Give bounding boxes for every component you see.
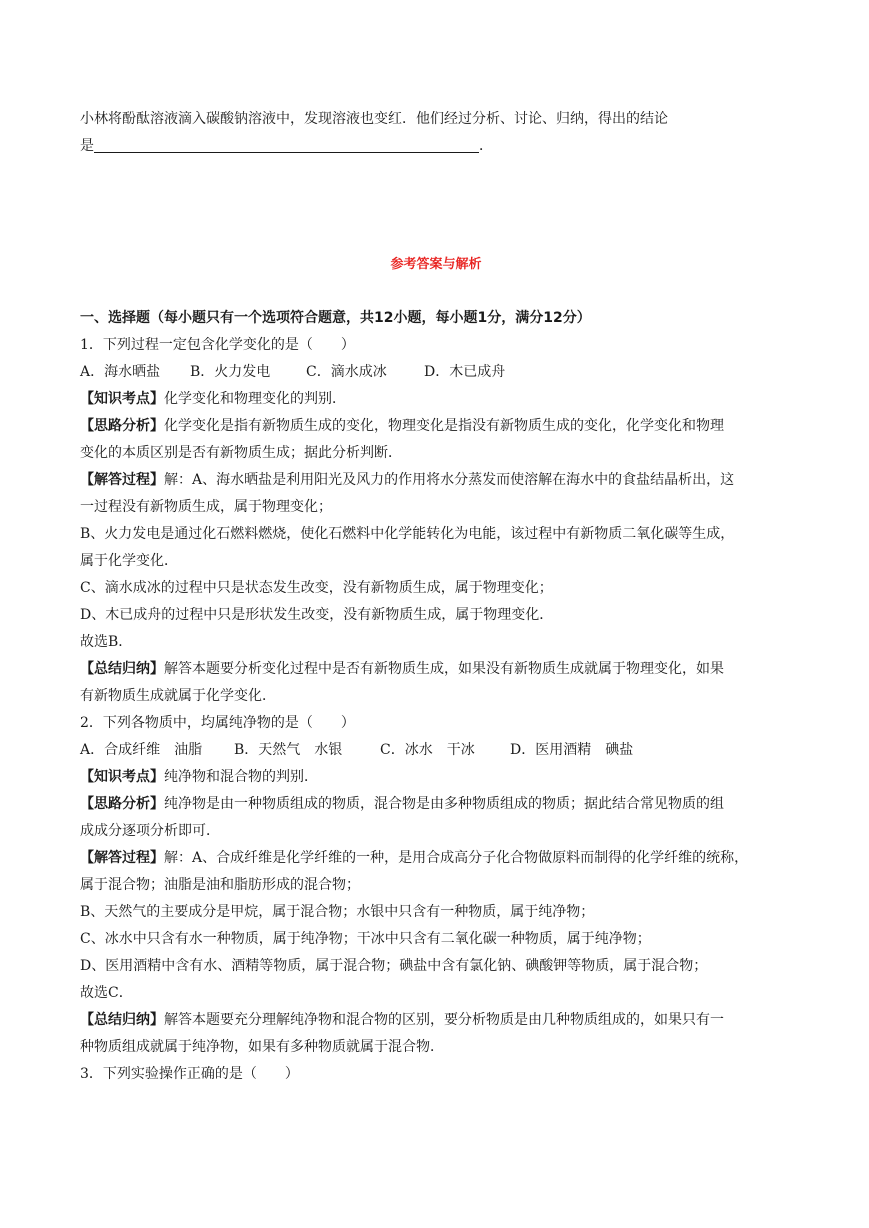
section-heading: 一、选择题（每小题只有一个选项符合题意，共12小题，每小题1分，满分12分） (80, 310, 591, 326)
q1-solution-line-4: 属于化学变化． (80, 553, 178, 569)
answers-title: 参考答案与解析 (390, 257, 482, 272)
q1-knowledge (80, 386, 792, 413)
document-content (80, 106, 792, 1088)
q1-summary-tag: 【总结归纳】 (80, 661, 164, 677)
q2-analysis-tag: 【思路分析】 (80, 796, 164, 812)
answer-blank (94, 136, 479, 153)
q1-solution-text-1: 解：A、海水晒盐是利用阳光及风力的作用将水分蒸发而使溶解在海水中的食盐结晶析出，这 (164, 472, 735, 488)
q1-analysis-tag: 【思路分析】 (80, 418, 164, 434)
q1-stem: 1．下列过程一定包含化学变化的是（ ） (80, 337, 355, 353)
q2-solution-line-3: B、天然气的主要成分是甲烷，属于混合物；水银中只含有一种物质，属于纯净物； (80, 904, 595, 920)
q2-option-a: A．合成纤维 油脂 (80, 742, 203, 758)
q2-solution-line-4: C、冰水中只含有水一种物质，属于纯净物；干冰中只含有二氧化碳一种物质，属于纯净物； (80, 931, 651, 947)
intro-prefix: 是 (80, 138, 94, 154)
q2-analysis-text-1: 纯净物是由一种物质组成的物质，混合物是由多种物质组成的物质；据此结合常见物质的组 (164, 796, 724, 812)
q2-analysis (80, 791, 792, 818)
q1-summary-text-1: 解答本题要分析变化过程中是否有新物质生成，如果没有新物质生成就属于物理变化，如果 (164, 661, 724, 677)
q1-solution-tag: 【解答过程】 (80, 472, 164, 488)
q1-option-c: C．滴水成冰 (306, 364, 387, 380)
q1-solution-line-3: B、火力发电是通过化石燃料燃烧，使化石燃料中化学能转化为电能，该过程中有新物质二氧化碳等生成， (80, 526, 735, 542)
q1-solution (80, 467, 792, 494)
q1-choice: 故选B． (80, 634, 133, 650)
q1-analysis-cont: 变化的本质区别是否有新物质生成；据此分析判断． (80, 445, 402, 461)
q1-solution-line-6: D、木已成舟的过程中只是形状发生改变，没有新物质生成，属于物理变化． (80, 607, 554, 623)
q3-stem: 3．下列实验操作正确的是（ ） (80, 1066, 299, 1082)
intro-line-1: 小林将酚酞溶液滴入碳酸钠溶液中，发现溶液也变红．他们经过分析、讨论、归纳，得出的结论 (80, 111, 668, 127)
q1-option-b: B．火力发电 (190, 364, 271, 380)
q2-solution (80, 845, 792, 872)
intro-line-2 (80, 133, 792, 160)
q1-options (80, 359, 792, 386)
q1-solution-line-2: 一过程没有新物质生成，属于物理变化； (80, 499, 332, 515)
q2-options (80, 737, 792, 764)
q2-summary (80, 1007, 792, 1034)
q2-option-c: C．冰水 干冰 (380, 742, 475, 758)
q2-knowledge-tag: 【知识考点】 (80, 769, 164, 785)
q2-solution-tag: 【解答过程】 (80, 850, 164, 866)
q2-knowledge (80, 764, 792, 791)
q2-option-b: B．天然气 水银 (234, 742, 343, 758)
q2-stem: 2．下列各物质中，均属纯净物的是（ ） (80, 715, 355, 731)
q1-option-d: D．木已成舟 (424, 364, 506, 380)
q1-knowledge-text: 化学变化和物理变化的判别． (164, 391, 346, 407)
q1-analysis-text-1: 化学变化是指有新物质生成的变化，物理变化是指没有新物质生成的变化，化学变化和物理 (164, 418, 724, 434)
intro-suffix: ． (479, 138, 493, 154)
q2-solution-text-1: 解：A、合成纤维是化学纤维的一种，是用合成高分子化合物做原料而制得的化学纤维的统称， (164, 850, 749, 866)
q1-summary-cont: 有新物质生成就属于化学变化． (80, 688, 276, 704)
q2-analysis-cont: 成成分逐项分析即可． (80, 823, 220, 839)
q1-knowledge-tag: 【知识考点】 (80, 391, 164, 407)
q2-option-d: D．医用酒精 碘盐 (510, 742, 634, 758)
q2-solution-line-5: D、医用酒精中含有水、酒精等物质，属于混合物；碘盐中含有氯化钠、碘酸钾等物质，属于混合物； (80, 958, 708, 974)
q1-option-a: A．海水晒盐 (80, 364, 161, 380)
q2-solution-line-2: 属于混合物；油脂是油和脂肪形成的混合物； (80, 877, 360, 893)
q2-summary-tag: 【总结归纳】 (80, 1012, 164, 1028)
q2-summary-cont: 种物质组成就属于纯净物，如果有多种物质就属于混合物． (80, 1039, 444, 1055)
q1-solution-line-5: C、滴水成冰的过程中只是状态发生改变，没有新物质生成，属于物理变化； (80, 580, 553, 596)
q1-summary (80, 656, 792, 683)
q2-summary-text-1: 解答本题要充分理解纯净物和混合物的区别，要分析物质是由几种物质组成的，如果只有一 (164, 1012, 724, 1028)
q2-knowledge-text: 纯净物和混合物的判别． (164, 769, 318, 785)
q1-analysis (80, 413, 792, 440)
q2-choice: 故选C． (80, 985, 133, 1001)
